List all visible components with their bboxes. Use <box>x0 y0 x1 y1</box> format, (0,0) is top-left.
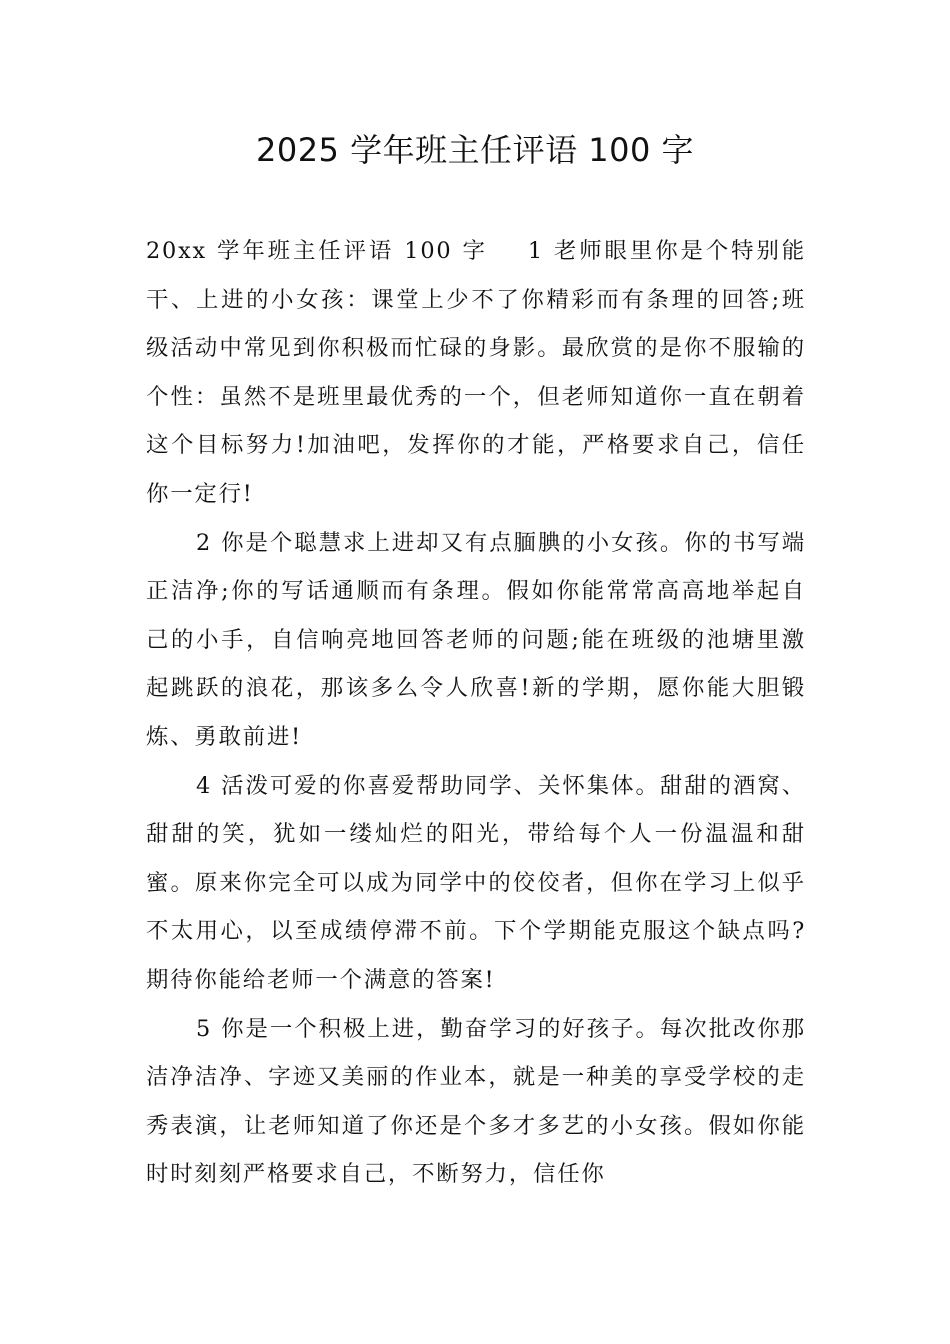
intro-heading: 20xx 学年班主任评语 100 字 <box>146 238 488 264</box>
paragraph-1 <box>146 227 806 519</box>
paragraph-2: 2 你是个聪慧求上进却又有点腼腆的小女孩。你的书写端正洁净;你的写话通顺而有条理。假如你能常常高高地举起自己的小手，自信响亮地回答老师的问题;能在班级的池塘里激起跳跃的浪花，那该多么令人欣喜!新的学期，愿你能大胆锻炼、勇敢前进! <box>146 529 806 750</box>
paragraph-1-text: 1 老师眼里你是个特别能干、上进的小女孩：课堂上少不了你精彩而有条理的回答;班级活动中常见到你积极而忙碌的身影。最欣赏的是你不服输的个性：虽然不是班里最优秀的一个，但老师知道你一直在朝着这个目标努力!加油吧，发挥你的才能，严格要求自己，信任你一定行! <box>146 238 806 507</box>
paragraph-5: 5 你是一个积极上进，勤奋学习的好孩子。每次批改你那洁净洁净、字迹又美丽的作业本，就是一种美的享受学校的走秀表演，让老师知道了你还是个多才多艺的小女孩。假如你能时时刻刻严格要求自己，不断努力，信任你 <box>146 1015 806 1188</box>
document-body <box>146 227 806 1199</box>
document-title: 2025 学年班主任评语 100 字 <box>255 131 695 169</box>
paragraph-4: 4 活泼可爱的你喜爱帮助同学、关怀集体。甜甜的酒窝、甜甜的笑，犹如一缕灿烂的阳光，带给每个人一份温温和甜蜜。原来你完全可以成为同学中的佼佼者，但你在学习上似乎不太用心，以至成绩停滞不前。下个学期能克服这个缺点吗?期待你能给老师一个满意的答案! <box>146 772 806 993</box>
